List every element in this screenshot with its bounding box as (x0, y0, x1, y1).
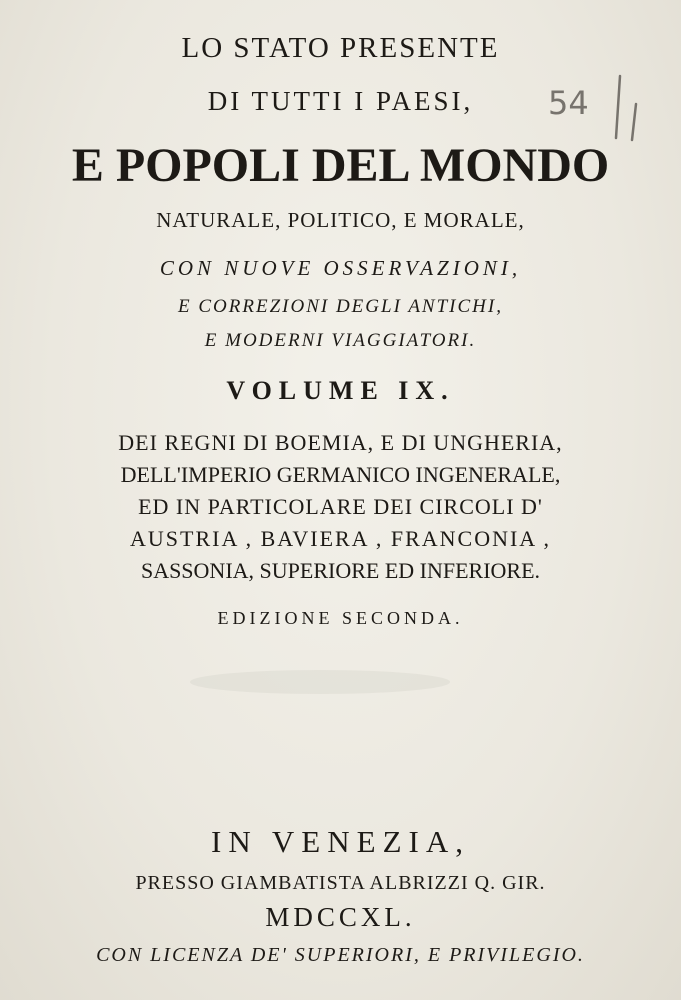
handwritten-note-text: 54 (548, 84, 589, 122)
contents-line: DELL'IMPERIO GERMANICO INGENERALE, (120, 462, 561, 487)
title-line-1: LO STATO PRESENTE (181, 32, 500, 64)
imprint-place: IN VENEZIA, (211, 824, 470, 859)
imprint-printer: PRESSO GIAMBATISTA ALBRIZZI Q. GIR. (135, 872, 546, 894)
edition-line: EDIZIONE SECONDA. (217, 608, 464, 628)
italic-line-3: E MODERNI VIAGGIATORI. (204, 330, 477, 351)
contents-line: SASSONIA, SUPERIORE ED INFERIORE. (140, 558, 541, 583)
title-line-2: DI TUTTI I PAESI, (207, 86, 474, 116)
pencil-stroke-icon (608, 74, 658, 146)
italic-line-2: E CORREZIONI DEGLI ANTICHI, (178, 296, 503, 317)
paper-smudge (190, 670, 450, 694)
handwritten-shelf-mark (548, 74, 658, 146)
subtitle: NATURALE, POLITICO, E MORALE, (156, 208, 525, 232)
contents-line: AUSTRIA , BAVIERA , FRANCONIA , (130, 526, 551, 551)
contents-line: DEI REGNI DI BOEMIA, E DI UNGHERIA, (118, 430, 563, 455)
license-line: CON LICENZA DE' SUPERIORI, E PRIVILEGIO. (96, 944, 585, 966)
imprint-year: MDCCXL. (265, 902, 416, 932)
italic-line-1: CON NUOVE OSSERVAZIONI, (159, 256, 522, 280)
contents-line: ED IN PARTICOLARE DEI CIRCOLI D' (138, 494, 543, 519)
volume-heading: VOLUME IX. (226, 376, 455, 405)
main-title: E POPOLI DEL MONDO (71, 139, 610, 192)
